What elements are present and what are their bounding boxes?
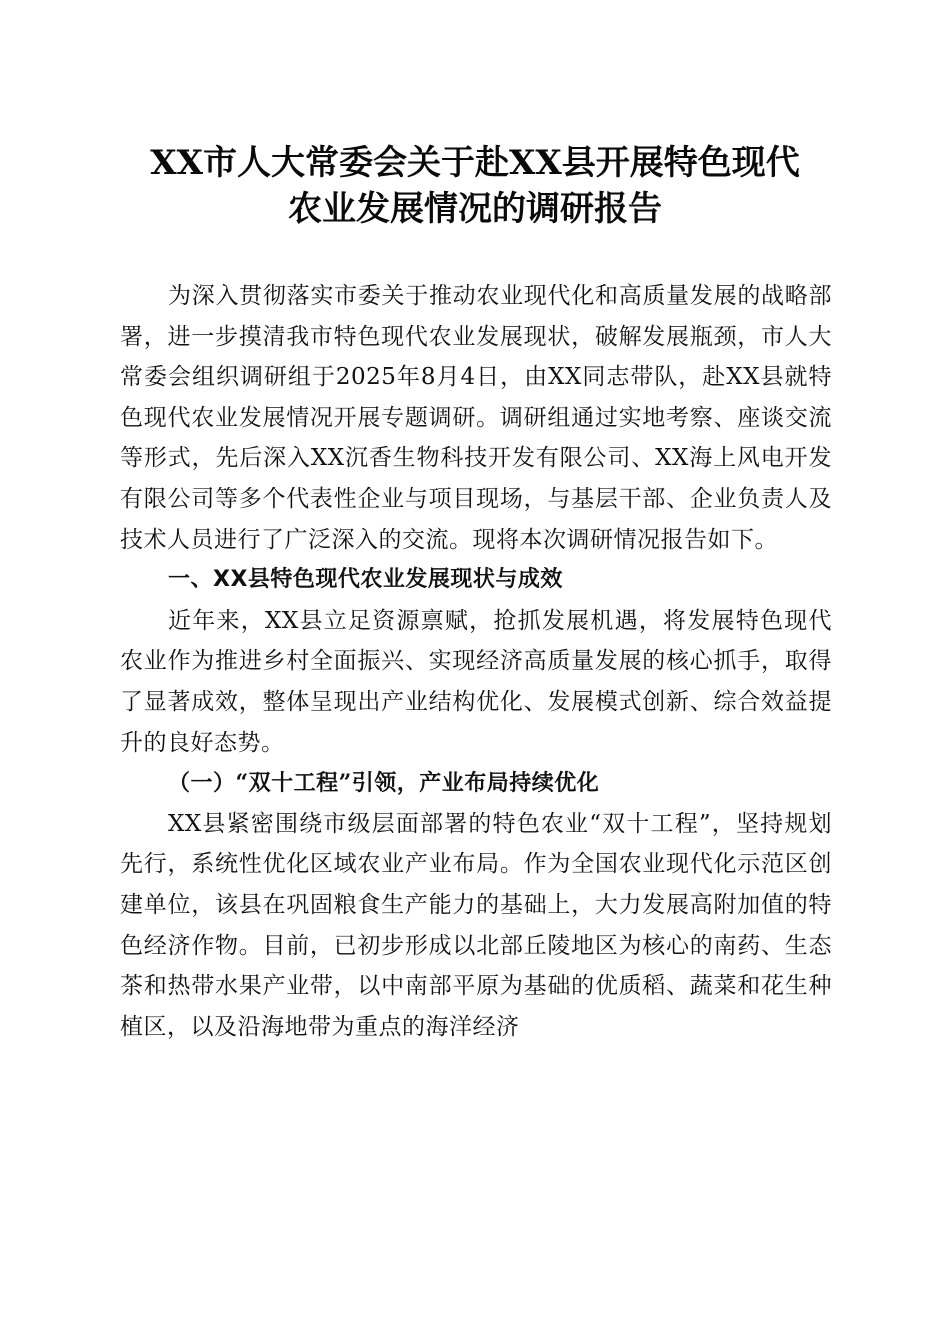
section-heading-1: 一、XX县特色现代农业发展现状与成效 — [168, 567, 563, 593]
subsection-1-paragraph: XX县紧密围绕市级层面部署的特色农业“双十工程”，坚持规划先行，系统性优化区域农业产业布局。作为全国农业现代化示范区创建单位，该县在巩固粮食生产能力的基础上，大力发展高附加值的特色经济作物。目前，已初步形成以北部丘陵地区为核心的南药、生态茶和热带水果产业带，以中南部平原为基础的优质稻、蔬菜和花生种植区，以及沿海地带为重点的海洋经济 — [120, 810, 832, 1040]
report-title-line-2: 农业发展情况的调研报告 — [288, 189, 662, 229]
intro-paragraph: 为深入贯彻落实市委关于推动农业现代化和高质量发展的战略部署，进一步摸清我市特色现代农业发展现状，破解发展瓶颈，市人大常委会组织调研组于2025年8月4日，由XX同志带队，赴XX县就特色现代农业发展情况开展专题调研。调研组通过实地考察、座谈交流等形式，先后深入XX沉香生物科技开发有限公司、XX海上风电开发有限公司等多个代表性企业与项目现场，与基层干部、企业负责人及技术人员进行了广泛深入的交流。现将本次调研情况报告如下。 — [120, 283, 832, 553]
subsection-heading-1: （一）“双十工程”引领，产业布局持续优化 — [168, 770, 600, 797]
section-1-paragraph: 近年来，XX县立足资源禀赋，抢抓发展机遇，将发展特色现代农业作为推进乡村全面振兴、实现经济高质量发展的核心抓手，取得了显著成效，整体呈现出产业结构优化、发展模式创新、综合效益提升的良好态势。 — [120, 607, 832, 756]
report-body — [120, 276, 832, 1047]
report-title-line-1: XX市人大常委会关于赴XX县开展特色现代 — [150, 143, 800, 183]
